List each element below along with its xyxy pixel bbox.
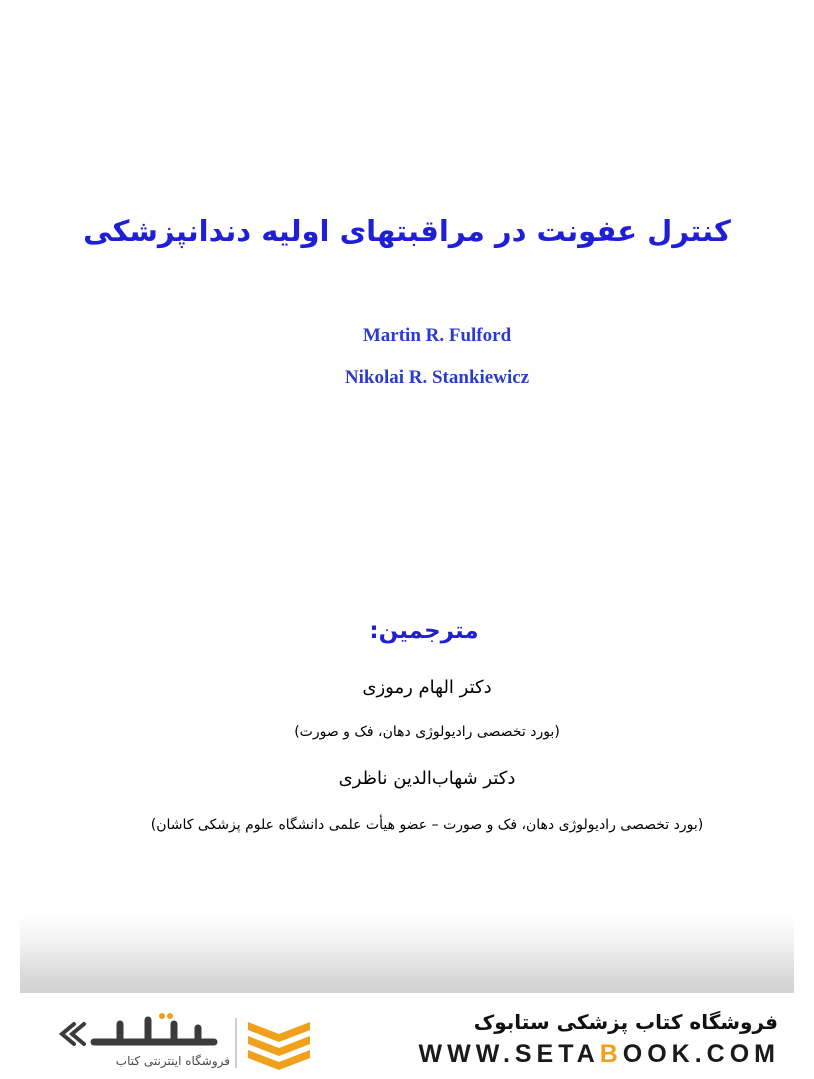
- translators-heading: مترجمین:: [369, 618, 479, 644]
- store-name: فروشگاه کتاب پزشکی ستابوک: [473, 1010, 778, 1034]
- translator-1-name: دکتر الهام رموزی: [362, 677, 492, 698]
- url-part-1: WWW.SETA: [418, 1040, 600, 1068]
- author-2: Nikolai R. Stankiewicz: [344, 367, 530, 388]
- translator-2-name: دکتر شهاب‌الدین ناظری: [338, 768, 516, 789]
- translator-1-description: (بورد تخصصی رادیولوژی دهان، فک و صورت): [294, 724, 560, 740]
- book-title: کنترل عفونت در مراقبتهای اولیه دندانپزشکی: [83, 214, 731, 248]
- logo-subtitle: فروشگاه اینترنتی کتاب: [115, 1054, 230, 1068]
- footer-shadow: [20, 915, 794, 993]
- setabook-logo-wordmark: [54, 1012, 230, 1054]
- book-stack-logo-icon: [246, 1016, 312, 1070]
- store-url[interactable]: [419, 1040, 780, 1069]
- url-part-2: OOK.COM: [622, 1040, 780, 1068]
- translator-2-description: (بورد تخصصی رادیولوژی دهان، فک و صورت – عضو هیأت علمی دانشگاه علوم پزشکی کاشان): [150, 817, 704, 833]
- author-1: Martin R. Fulford: [362, 325, 512, 346]
- logo-divider: [235, 1018, 237, 1068]
- url-highlight-letter: B: [599, 1040, 623, 1068]
